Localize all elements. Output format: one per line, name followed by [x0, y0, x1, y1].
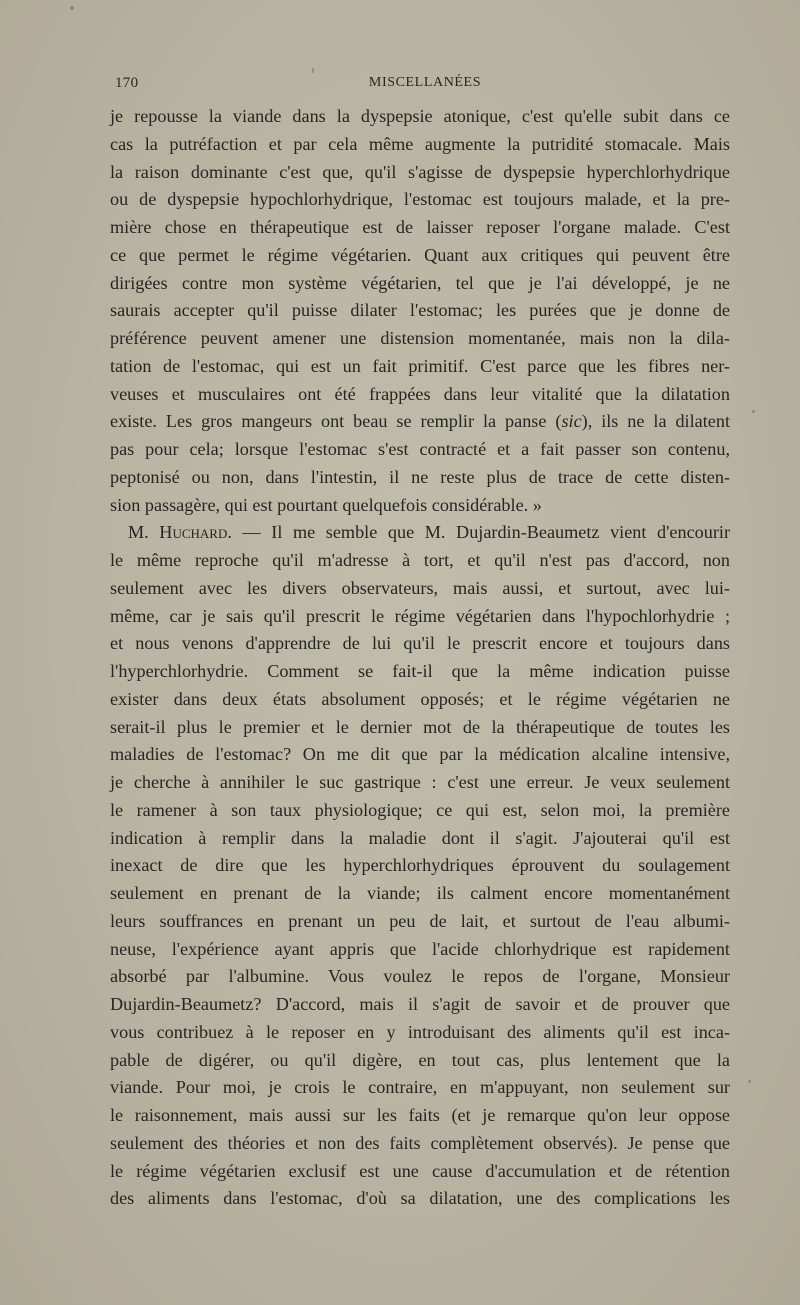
- text-line: le ramener à son taux physiologique; ce qui est, selon moi, la première: [110, 799, 730, 820]
- text-line: Dujardin-Beaumetz? D'accord, mais il s'agit de savoir et de prouver que: [110, 994, 730, 1014]
- text-line: exister dans deux états absolument opposés; et le régime végétarien ne: [110, 688, 730, 709]
- text-line: préférence peuvent amener une distension momentanée, mais non la dila-: [110, 328, 730, 348]
- text-line: le raisonnement, mais aussi sur les faits (et je remarque qu'on leur oppose: [110, 1105, 730, 1125]
- paragraph-2: [110, 519, 730, 1213]
- text-line: maladies de l'estomac? On me dit que par la médication alcaline intensive,: [110, 744, 730, 765]
- paper-spot: [312, 68, 314, 73]
- text-line: dirigées contre mon système végétarien, tel que je l'ai développé, je ne: [110, 272, 730, 293]
- text-line: le régime végétarien exclusif est une cause d'accumulation et de rétention: [110, 1160, 730, 1181]
- paragraph-1: [110, 103, 730, 519]
- text-line: seulement en prenant de la viande; ils calment encore momentanément: [110, 883, 730, 903]
- text-line: l'hyperchlorhydrie. Comment se fait-il que la même indication puisse: [110, 661, 730, 681]
- text-line: des aliments dans l'estomac, d'où sa dilatation, une des complications les: [110, 1188, 730, 1209]
- text-line: pable de digérer, ou qu'il digère, en tout cas, plus lentement que la: [110, 1049, 730, 1070]
- running-title: MISCELLANÉES: [368, 75, 482, 90]
- text-line: tation de l'estomac, qui est un fait primitif. C'est parce que les fibres ner-: [110, 355, 730, 376]
- text-line: mière chose en thérapeutique est de laisser reposer l'organe malade. C'est: [110, 217, 730, 237]
- sic-marker: sic: [561, 411, 582, 432]
- text-line: ce que permet le régime végétarien. Quant aux critiques qui peuvent être: [110, 244, 730, 265]
- speaker-line-text: — Il me semble que M. Dujardin-Beaumetz vient d'encourir: [231, 522, 730, 543]
- text-line: indication à remplir dans la maladie dont il s'agit. J'ajouterai qu'il est: [110, 827, 730, 848]
- text-line: seulement avec les divers observateurs, mais aussi, et surtout, avec lui-: [110, 577, 730, 598]
- text-line: serait-il plus le premier et le dernier mot de la thérapeutique de toutes les: [110, 716, 730, 737]
- text-line: je cherche à annihiler le suc gastrique : c'est une erreur. Je veux seulement: [110, 772, 730, 792]
- text-line: absorbé par l'albumine. Vous voulez le repos de l'organe, Monsieur: [110, 966, 730, 987]
- text-line: existe. Les gros mangeurs ont beau se remplir la panse (sic), ils ne la dilatent: [110, 411, 731, 432]
- text-line: peptonisé ou non, dans l'intestin, il ne reste plus de trace de cette disten-: [110, 466, 730, 487]
- text-line: inexact de dire que les hyperchlorhydriques éprouvent du soulagement: [110, 855, 730, 876]
- text-line: la raison dominante c'est que, qu'il s'agisse de dyspepsie hyperchlorhydrique: [110, 161, 730, 182]
- text-line: pas pour cela; lorsque l'estomac s'est contracté et a fait passer son contenu,: [110, 439, 730, 459]
- text-line: cas la putréfaction et par cela même augmente la putridité stomacale. Mais: [110, 133, 730, 154]
- paper-spot: [70, 6, 74, 10]
- text-line: le même reproche qu'il m'adresse à tort, et qu'il n'est pas d'accord, non: [110, 550, 730, 570]
- text-line: vous contribuez à le reposer en y introduisant des aliments qu'il est inca-: [110, 1021, 730, 1042]
- text-line: même, car je sais qu'il prescrit le régime végétarien dans l'hypochlorhydrie ;: [110, 605, 730, 626]
- paper-spot: [752, 410, 755, 413]
- text-line: veuses et musculaires ont été frappées dans leur vitalité que la dilatation: [110, 383, 730, 404]
- text-line: ou de dyspepsie hypochlorhydrique, l'estomac est toujours malade, et la pre-: [110, 189, 730, 210]
- text-line: saurais accepter qu'il puisse dilater l'estomac; les purées que je donne de: [110, 300, 730, 321]
- body-text: [110, 103, 730, 1213]
- text-line: viande. Pour moi, je crois le contraire, en m'appuyant, non seulement sur: [110, 1077, 730, 1098]
- text-line: neuse, l'expérience ayant appris que l'acide chlorhydrique est rapidement: [110, 938, 730, 959]
- text-line: leurs souffrances en prenant un peu de lait, et surtout de l'eau albumi-: [110, 910, 730, 931]
- text-line: [110, 519, 730, 547]
- page-header: [115, 75, 735, 95]
- page-number: 170: [115, 75, 139, 91]
- text-line: seulement des théories et non des faits complètement observés). Je pense que: [110, 1132, 730, 1153]
- speaker-name: M. Huchard.: [128, 522, 232, 543]
- paper-spot: [748, 1080, 751, 1083]
- text-line: et nous venons d'apprendre de lui qu'il le prescrit encore et toujours dans: [110, 633, 730, 654]
- text-line: sion passagère, qui est pourtant quelquefois considérable. »: [110, 494, 542, 515]
- text-line: je repousse la viande dans la dyspepsie atonique, c'est qu'elle subit dans ce: [110, 106, 730, 126]
